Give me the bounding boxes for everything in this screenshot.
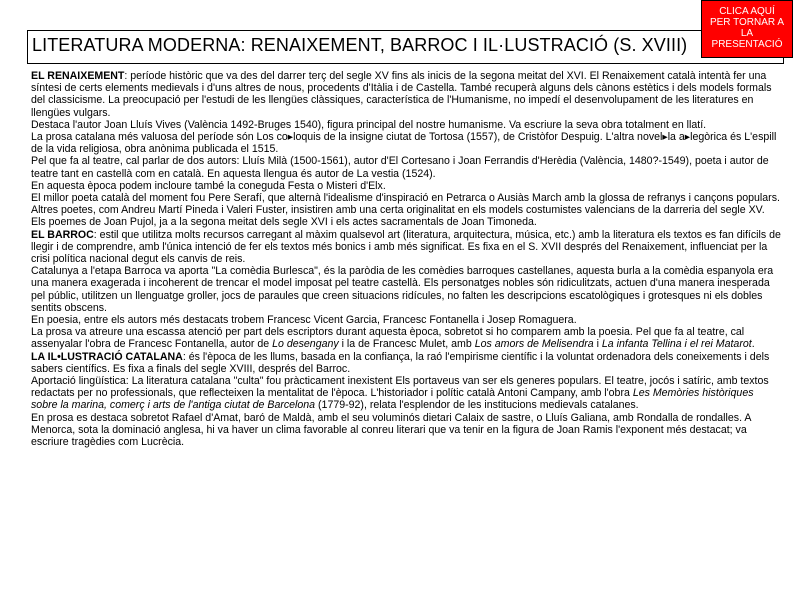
illustracio-p2-end: (1779-92), relata l'esplendor de les institucions medievals catalanes.	[315, 399, 639, 412]
renaixement-heading: EL RENAIXEMENT	[31, 70, 125, 82]
work-title-memories-historiques: Les Memòries històriques sobre la marina, comerç i arts de l'antiga ciutat de Barcelona	[31, 387, 754, 412]
back-button-line-4: PRESENTACIÓ	[711, 39, 783, 50]
renaixement-paragraph-6: El millor poeta català del moment fou Pere Serafí, que alternà l'idealisme d'inspiració en Petrarca o Ausiàs March amb la glossa de refranys i cançons populars. Altres poetes, com Andreu Martí Pineda i Valeri Fuster, insistiren amb una certa originalitat en els models costumistes valencians de la darreria del segle XV. Els poemes de Joan Pujol, ja a la segona meitat dels segle XVI i els actes sacramentals de Joan Timoneda.	[31, 192, 780, 229]
illustracio-p2-pre: Aportació lingüística: La literatura catalana "culta" fou pràcticament inexistent Els portaveus van ser els generes populars. El teatre, jocós i satíric, amb textos redactats per no professionals, que reflecteixen la mentalitat de l'època. L'historiador i polític català Antoni Campany, amb l'obra	[31, 375, 769, 400]
barroc-paragraph-3: En poesia, entre els autors més destacats trobem Francesc Vicent Garcia, Francesc Fontanella i Josep Romaguera.	[31, 314, 577, 327]
illustracio-paragraph-3: En prosa es destaca sobretot Rafael d'Amat, baró de Maldà, amb el seu voluminós dietari Calaix de sastre, o Lluís Galiana, amb Rondalla de rondalles. A Menorca, sota la dominació anglesa, hi va haver un clima favorable al conreu literari que va tenir en la figura de Joan Ramis l'exponent més destacat; va escriure tragèdies com Lucrècia.	[31, 411, 751, 449]
barroc-p4-and: i	[593, 338, 602, 351]
renaixement-paragraph-5: En aquesta època podem incloure també la coneguda Festa o Misteri d'Elx.	[31, 179, 386, 192]
barroc-p4-pre: La prosa va atreure una escassa atenció per part dels escriptors durant aquesta època, sobretot si ho comparem amb la poesia. Pel que fa al teatre, cal assenyalar l'obra de Francesc Fontanella, autor de	[31, 326, 745, 351]
barroc-heading: EL BARROC	[31, 228, 94, 241]
renaixement-paragraph-1	[31, 70, 781, 119]
barroc-p4-mid: i la de Francesc Mulet, amb	[338, 338, 475, 351]
back-button-line-2: PER TORNAR A	[709, 17, 785, 28]
work-title-lo-desengany: Lo desengany	[272, 338, 339, 351]
back-button-line-1: CLICA AQUÍ	[719, 6, 775, 17]
page-title: LITERATURA MODERNA: RENAIXEMENT, BARROC I IL·LUSTRACIÓ (S. XVIII)	[32, 35, 688, 55]
renaixement-paragraph-4: Pel que fa al teatre, cal parlar de dos autors: Lluís Milà (1500-1561), autor d'El Cortesano i Joan Ferrandis d'Herèdia (València, 1480?-1549), poeta i autor de teatre tant en castellà com en català. En aquesta llengua és autor de La vestia (1524).	[31, 155, 769, 180]
illustracio-p1-text: : és l'època de les llums, basada en la confiança, la raó l'empirisme científic i la voluntat ordenadora dels coneixements i dels sabers científics. Es fixa a finals del segle XVIII, després del Barroc.	[31, 350, 770, 375]
barroc-paragraph-4	[31, 326, 781, 350]
work-title-melisendra: Los amors de Melisendra	[474, 338, 594, 351]
illustracio-heading: LA IL•LUSTRACIÓ CATALANA	[31, 350, 183, 363]
barroc-paragraph-2: Catalunya a l'etapa Barroca va aporta "La comèdia Burlesca", és la paròdia de les comèdies barroques castellanes, aquesta burla a la comèdia espanyola era una manera exagerada i incoherent de trencar el model imposat pel teatre castellà. Els personatges nobles són ridiculitzats, actuen d'una manera inesperada pel públic, utilitzen un llenguatge groller, jocs de paraules que creen situacions ridícules, no falten les descripcions escatològiques i grotesques ni els dobles sentits obscens.	[31, 265, 774, 314]
renaixement-paragraph-3: La prosa catalana més valuosa del període són Los co▸loquis de la insigne ciutat de Tortosa (1557), de Cristòfor Despuig. L'altra novel▸la a▸legòrica és L'espill de la vida religiosa, obra anònima publicada el 1515.	[31, 131, 777, 156]
document-body	[31, 70, 781, 448]
renaixement-p1-text: : període històric que va des del darrer terç del segle XV fins als inicis de la segona meitat del XVI. El Renaixement català intentà fer una síntesi de certs elements medievals i d'uns altres de nous, procedents d'Itàlia i de Castella. També recuperà alguns dels cànons estètics i dels models formals del classicisme. La preocupació per l'estudi de les llengües clàssiques, característica de l'Humanisme, no impedí el desenvolupament de les literatures en llengües vulgars.	[31, 70, 772, 119]
barroc-paragraph-1	[31, 229, 781, 266]
illustracio-paragraph-2	[31, 375, 781, 412]
renaixement-paragraph-2: Destaca l'autor Joan Lluís Vives (València 1492-Bruges 1540), figura principal del nostre humanisme. Va escriure la seva obra totalment en llatí.	[31, 118, 707, 131]
back-button-line-3: LA	[740, 28, 754, 39]
illustracio-paragraph-1	[31, 351, 781, 375]
barroc-p4-end: .	[751, 338, 755, 351]
barroc-p1-text: : estil que utilitza molts recursos carregant al màxim qualsevol art (literatura, arquitectura, música, etc.) amb la literatura els textos es fan difícils de llegir i de comprendre, amb l'única intenció de fer els textos més bonics i amb més significat. Es fixa en el S. XVII després del Renaixement, influenciat per la crisi política nacional degut els canvis de reis.	[31, 228, 781, 266]
work-title-infanta-tellina: La infanta Tellina i el rei Matarot	[601, 338, 752, 351]
back-to-presentation-button[interactable]	[701, 0, 793, 58]
